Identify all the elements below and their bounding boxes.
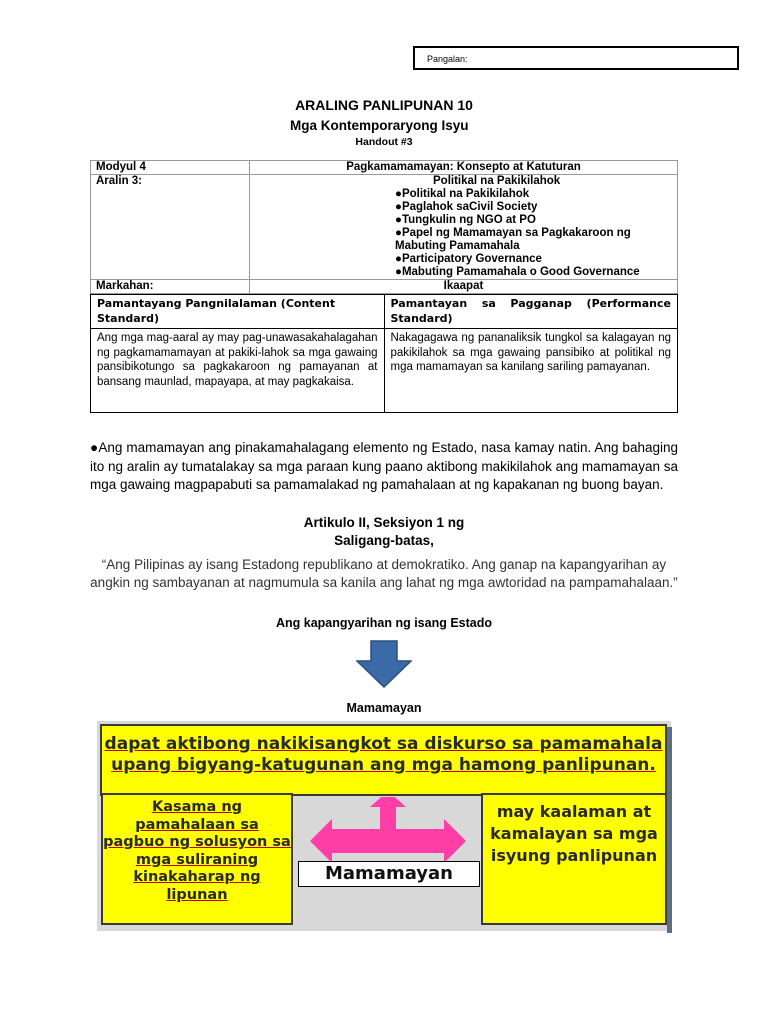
list-item: ●Paglahok saCivil Society bbox=[395, 201, 538, 213]
intro-paragraph: ●Ang mamamayan ang pinakamahalagang elemento ng Estado, nasa kamay natin. Ang bahaging ito ng aralin ay tumatalakay sa mga paraan kung paano aktibong makikilahok ang mamamayan sa mga gawaing magpapabuti sa pamamalakad ng pamahalaan at ng kapakanan ng buong bayan. bbox=[90, 440, 678, 492]
performance-standard-header: Pamantayan sa Pagganap (Performance Standard) bbox=[384, 295, 678, 329]
constitution-quote: “Ang Pilipinas ay isang Estadong republikano at demokratiko. Ang ganap na kapangyarihan ay angkin ng sambayanan at nagmumula sa kanila ang lahat ng mga awtoridad na pampamahalaan.” bbox=[90, 557, 678, 590]
module-label: Modyul 4 bbox=[91, 161, 250, 175]
table-row bbox=[91, 161, 678, 175]
list-item: ●Politikal na Pakikilahok bbox=[395, 188, 530, 200]
lesson-label: Aralin 3: bbox=[91, 175, 250, 280]
content-standard-text: Ang mga mag-aaral ay may pag-unawasakahalagahan ng pagkamamamayan at pakiki-lahok sa mga gawaing pansibikotungo sa pagkakaroon ng pamayanan at bansang maunlad, mapayapa, at may pagkakaisa. bbox=[91, 329, 385, 413]
quarter-label: Markahan: bbox=[91, 280, 250, 294]
article-heading-line2: Saligang-batas, bbox=[334, 533, 434, 548]
name-field[interactable] bbox=[413, 46, 739, 70]
lesson-heading: Politikal na Pakikilahok bbox=[433, 175, 561, 187]
table-row bbox=[91, 280, 678, 294]
handout-number: Handout #3 bbox=[355, 136, 413, 148]
lesson-topics-list bbox=[395, 188, 672, 279]
lesson-cell bbox=[250, 175, 678, 280]
table-row bbox=[91, 295, 678, 329]
diagram-center-label: Mamamayan bbox=[298, 861, 480, 887]
three-way-arrow-icon bbox=[296, 797, 480, 867]
down-arrow-icon bbox=[356, 640, 412, 688]
module-info-table bbox=[90, 160, 678, 294]
content-standard-header: Pamantayang Pangnilalaman (Content Standard) bbox=[91, 295, 385, 329]
citizen-label: Mamamayan bbox=[346, 701, 422, 715]
document-title: ARALING PANLIPUNAN 10 bbox=[295, 97, 473, 113]
list-item: ●Tungkulin ng NGO at PO bbox=[395, 214, 536, 226]
table-row bbox=[91, 175, 678, 280]
diagram-edge bbox=[667, 727, 672, 933]
state-power-label: Ang kapangyarihan ng isang Estado bbox=[275, 616, 492, 630]
standards-table bbox=[90, 294, 678, 413]
list-item: ●Participatory Governance bbox=[395, 253, 542, 265]
diagram-right-panel: may kaalaman at kamalayan sa mga isyung panlipunan bbox=[481, 793, 667, 925]
table-row bbox=[91, 329, 678, 413]
list-item: ●Papel ng Mamamayan sa Pagkakaroon ng Mabuting Pamamahala bbox=[395, 227, 631, 252]
quarter-value: Ikaapat bbox=[250, 280, 678, 294]
list-item: ●Mabuting Pamamahala o Good Governance bbox=[395, 266, 640, 278]
article-heading-line1: Artikulo II, Seksiyon 1 ng bbox=[303, 515, 465, 530]
performance-standard-text: Nakagagawa ng pananaliksik tungkol sa kalagayan ng pakikilahok sa mga gawaing pansibiko at politikal ng mga mamamayan sa kanilang sariling pamayanan. bbox=[384, 329, 678, 413]
diagram-left-panel: Kasama ng pamahalaan sa pagbuo ng solusyon sa mga suliraning kinakaharap ng lipunan bbox=[101, 793, 293, 925]
name-label: Pangalan: bbox=[427, 54, 468, 64]
diagram-top-panel: dapat aktibong nakikisangkot sa diskurso sa pamamahala upang bigyang-katugunan ang mga hamong panlipunan. bbox=[100, 724, 667, 796]
module-value: Pagkamamamayan: Konsepto at Katuturan bbox=[250, 161, 678, 175]
document-subtitle: Mga Kontemporaryong Isyu bbox=[290, 118, 469, 133]
